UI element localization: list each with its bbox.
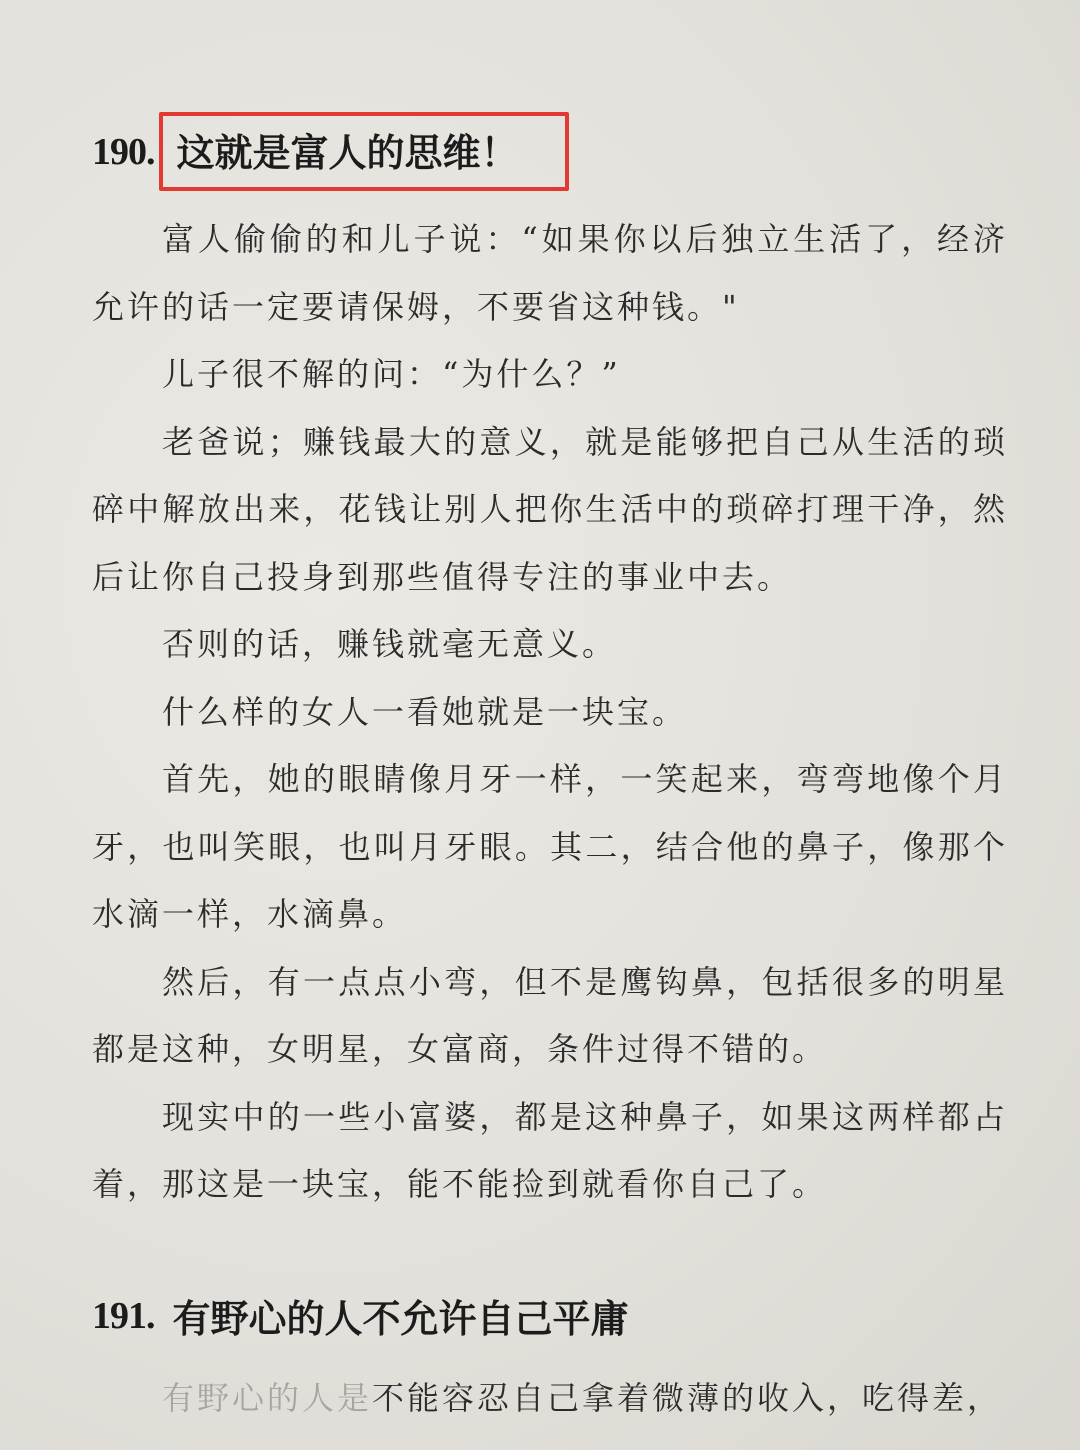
section-190-body bbox=[92, 206, 1008, 1219]
paragraph-6: 首先，她的眼睛像月牙一样，一笑起来，弯弯地像个月牙，也叫笑眼，也叫月牙眼。其二，结合他的鼻子，像那个水滴一样，水滴鼻。 bbox=[92, 760, 1008, 933]
paragraph-7: 然后，有一点点小弯，但不是鹰钩鼻，包括很多的明星都是这种，女明星，女富商，条件过得不错的。 bbox=[92, 962, 1008, 1068]
continuation-faded-text: 有野心的人是 bbox=[162, 1379, 373, 1417]
section-190-number: 190. bbox=[92, 130, 155, 173]
paragraph-2: 儿子很不解的问：“为什么？” bbox=[162, 355, 621, 393]
section-190-heading bbox=[92, 112, 569, 191]
paragraph-8: 现实中的一些小富婆，都是这种鼻子，如果这两样都占着，那这是一块宝，能不能捡到就看你自己了。 bbox=[92, 1097, 1008, 1203]
section-190-title: 这就是富人的思维！ bbox=[176, 133, 519, 175]
paragraph-3: 老爸说；赚钱最大的意义，就是能够把自己从生活的琐碎中解放出来，花钱让别人把你生活中的琐碎打理干净，然后让你自己投身到那些值得专注的事业中去。 bbox=[92, 422, 1008, 596]
section-191-number: 191. bbox=[92, 1294, 155, 1337]
section-191-heading bbox=[92, 1288, 629, 1343]
section-191-first-line bbox=[162, 1374, 1012, 1422]
paragraph-4: 否则的话，赚钱就毫无意义。 bbox=[162, 625, 618, 663]
continuation-text: 不能容忍自己拿着微薄的收入，吃得差， bbox=[372, 1379, 1003, 1417]
highlight-box bbox=[159, 112, 569, 191]
paragraph-1: 富人偷偷的和儿子说：“如果你以后独立生活了，经济允许的话一定要请保姆，不要省这种钱。" bbox=[92, 220, 1008, 326]
paragraph-5: 什么样的女人一看她就是一块宝。 bbox=[162, 692, 688, 731]
section-191-title: 有野心的人不允许自己平庸 bbox=[172, 1299, 629, 1341]
